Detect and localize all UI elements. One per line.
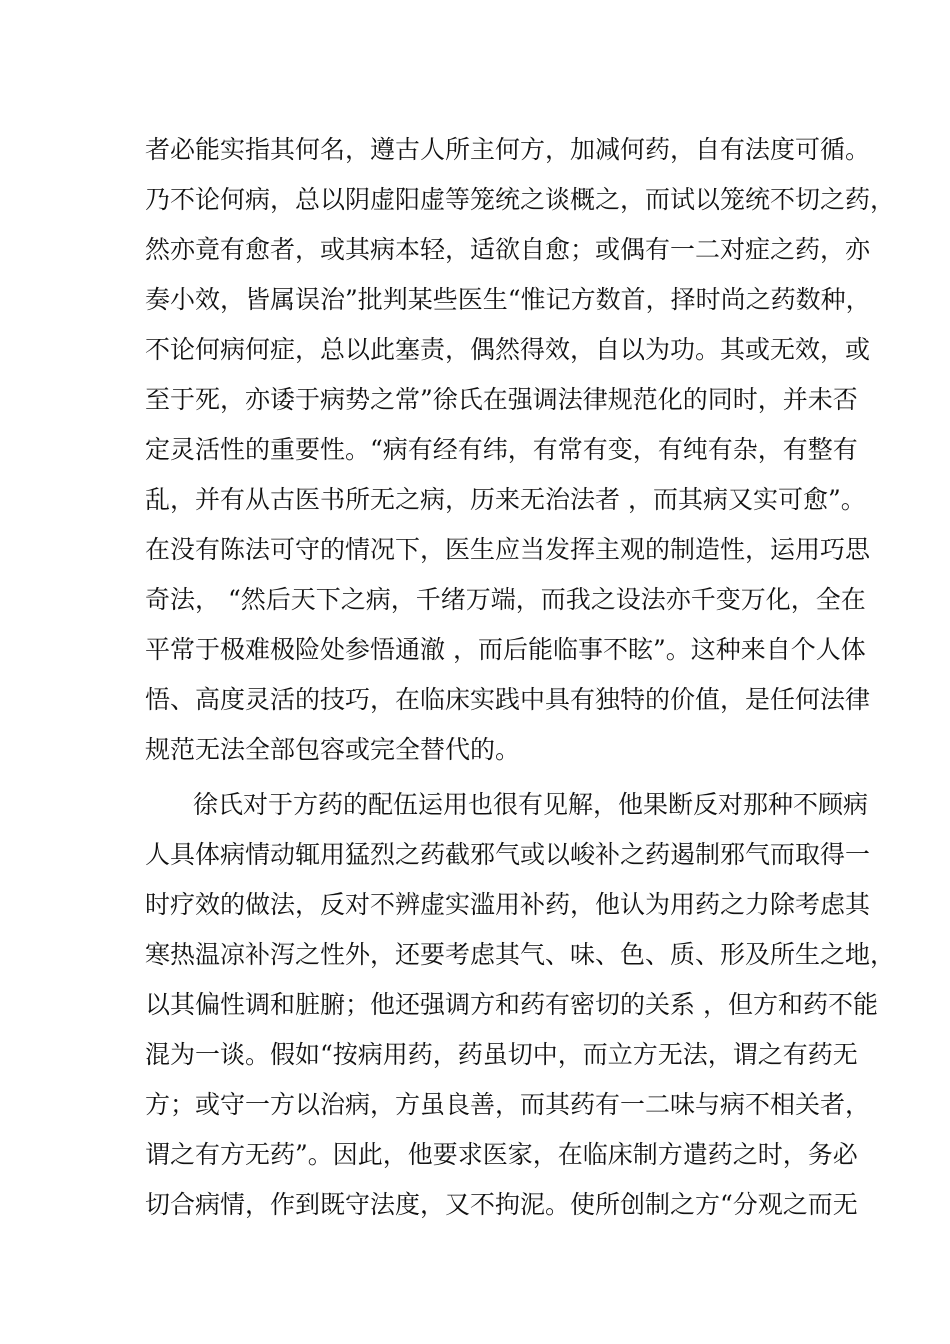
text-line: 乃不论何病，总以阴虚阳虚等笼统之谈概之，而试以笼统不切之药， bbox=[145, 185, 896, 214]
text-line: 者必能实指其何名，遵古人所主何方，加减何药，自有法度可循。 bbox=[145, 135, 871, 164]
text-line: 在没有陈法可守的情况下，医生应当发挥主观的制造性，运用巧思 bbox=[145, 535, 871, 564]
text-line: 奏小效，皆属误治”批判某些医生“惟记方数首，择时尚之药数种， bbox=[145, 285, 871, 314]
text-line: 方；或守一方以治病，方虽良善，而其药有一二味与病不相关者， bbox=[145, 1090, 871, 1119]
text-line: 平常于极难极险处参悟通澈 ，而后能临事不眩”。这种来自个人体 bbox=[145, 635, 866, 664]
text-line: 寒热温凉补泻之性外，还要考虑其气、味、色、质、形及所生之地， bbox=[145, 940, 896, 969]
text-line: 以其偏性调和脏腑；他还强调方和药有密切的关系 ，但方和药不能 bbox=[145, 990, 878, 1019]
text-line: 奇法， “然后天下之病，千绪万端，而我之设法亦千变万化，全在 bbox=[145, 585, 866, 614]
text-line: 人具体病情动辄用猛烈之药截邪气或以峻补之药遏制邪气而取得一 bbox=[145, 840, 871, 869]
text-line: 切合病情，作到既守法度，又不拘泥。使所创制之方“分观之而无 bbox=[145, 1190, 858, 1219]
text-line: 谓之有方无药”。因此，他要求医家，在临床制方遣药之时，务必 bbox=[145, 1140, 858, 1169]
text-line: 悟、高度灵活的技巧，在临床实践中具有独特的价值，是任何法律 bbox=[145, 685, 871, 714]
text-line: 混为一谈。假如“按病用药，药虽切中，而立方无法，谓之有药无 bbox=[145, 1040, 858, 1069]
text-line: 规范无法全部包容或完全替代的。 bbox=[145, 735, 521, 764]
text-line: 徐氏对于方药的配伍运用也很有见解，他果断反对那种不顾病 bbox=[193, 790, 869, 819]
text-line: 至于死，亦诿于病势之常”徐氏在强调法律规范化的同时，并未否 bbox=[145, 385, 858, 414]
text-line: 时疗效的做法，反对不辨虚实滥用补药，他认为用药之力除考虑其 bbox=[145, 890, 871, 919]
text-line: 定灵活性的重要性。“病有经有纬，有常有变，有纯有杂，有整有 bbox=[145, 435, 858, 464]
text-line: 不论何病何症，总以此塞责，偶然得效，自以为功。其或无效，或 bbox=[145, 335, 871, 364]
text-line: 然亦竟有愈者，或其病本轻，适欲自愈；或偶有一二对症之药，亦 bbox=[145, 235, 871, 264]
text-line: 乱，并有从古医书所无之病，历来无治法者 ，而其病又实可愈”。 bbox=[145, 485, 866, 514]
